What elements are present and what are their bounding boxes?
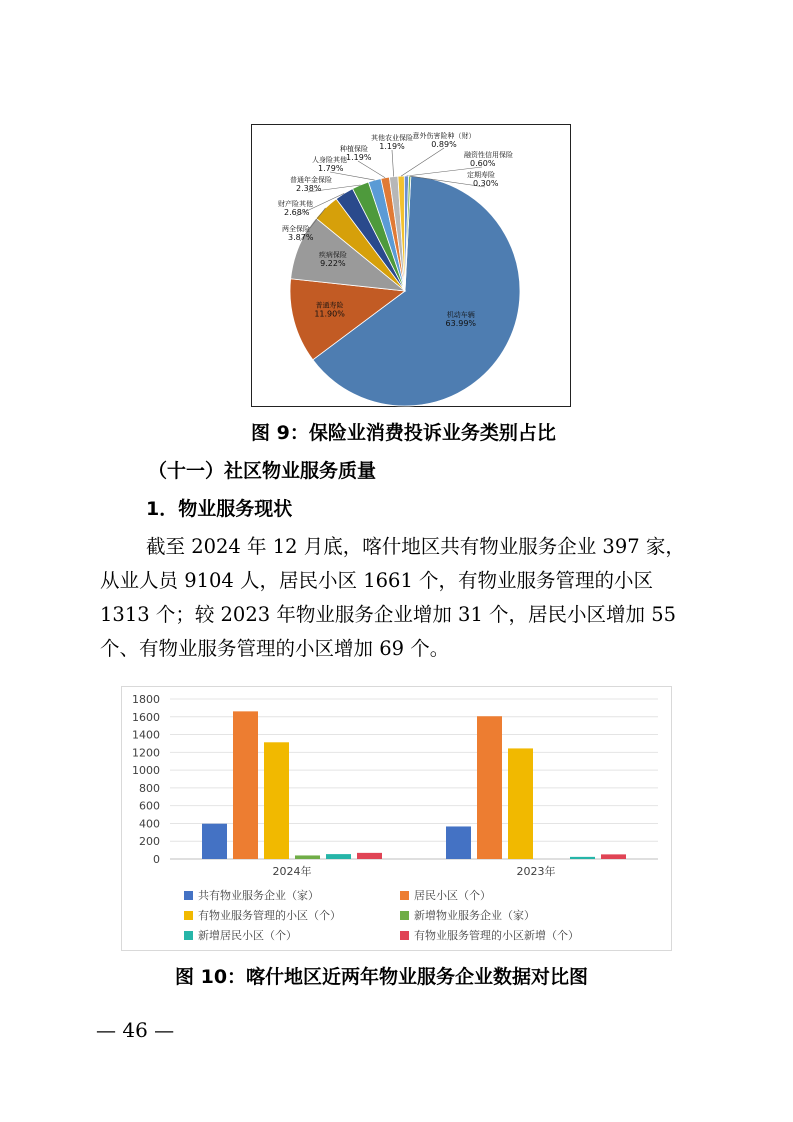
pie-slice-label: 疾病保险 — [318, 250, 347, 259]
pie-slice-value: 63.99% — [445, 318, 477, 328]
section-heading: （十一）社区物业服务质量 — [148, 460, 377, 482]
pie-slice-label: 种植保险 — [340, 145, 368, 153]
bar — [570, 857, 595, 859]
bar — [202, 824, 227, 859]
bar — [357, 853, 382, 859]
paragraph-line: 1313 个；较 2023 年物业服务企业增加 31 个，居民小区增加 55 — [100, 603, 677, 626]
y-tick-label: 1600 — [132, 710, 160, 724]
pie-slice-label: 其他农业保险 — [371, 134, 413, 142]
legend-swatch — [184, 891, 193, 900]
legend-swatch — [400, 931, 409, 940]
pie-leader-line — [358, 161, 385, 178]
y-tick-label: 800 — [139, 781, 160, 795]
figure-10-caption: 图 10：喀什地区近两年物业服务企业数据对比图 — [175, 966, 589, 988]
x-category-label: 2024年 — [272, 865, 312, 878]
pie-slice-label: 普通年金保险 — [290, 176, 332, 184]
pie-slice-label: 意外伤害险种（财） — [412, 132, 476, 140]
body-paragraph — [100, 530, 693, 666]
pie-slice-value: 1.79% — [318, 164, 344, 173]
paragraph-line: 个、有物业服务管理的小区增加 69 个。 — [100, 637, 450, 660]
pie-slice-label: 财产险其他 — [278, 200, 313, 208]
legend-item — [400, 907, 610, 923]
pie-slice-label: 两全保险 — [282, 225, 310, 233]
legend-item — [400, 887, 610, 903]
pie-slice-value: 1.19% — [346, 153, 372, 162]
bar — [264, 742, 289, 859]
y-tick-label: 0 — [153, 853, 160, 866]
legend-label: 新增居民小区（个） — [198, 929, 297, 942]
legend-label: 有物业服务管理的小区新增（个） — [414, 929, 579, 942]
legend-label: 共有物业服务企业（家） — [198, 889, 319, 902]
pie-slice-label: 融资性信用保险 — [464, 151, 513, 159]
paragraph-line: 从业人员 9104 人，居民小区 1661 个，有物业服务管理的小区 — [100, 569, 654, 592]
y-tick-label: 1200 — [132, 746, 160, 760]
bar — [446, 826, 471, 859]
bar — [601, 854, 626, 859]
section-subheading: 1．物业服务现状 — [146, 498, 293, 520]
pie-slice-value: 0.89% — [431, 140, 457, 149]
pie-slice-value: 2.38% — [296, 184, 322, 193]
bar-chart-frame — [121, 686, 672, 951]
y-tick-label: 600 — [139, 799, 160, 813]
bar — [508, 748, 533, 859]
paragraph-line: 截至 2024 年 12 月底，喀什地区共有物业服务企业 397 家， — [146, 535, 685, 558]
pie-slice-label: 定期寿险 — [467, 171, 495, 179]
bar — [295, 855, 320, 859]
pie-slice-label: 人身险其他 — [312, 156, 347, 164]
pie-slice-value: 3.87% — [288, 233, 314, 242]
bar-chart — [122, 687, 673, 882]
y-tick-label: 1400 — [132, 728, 160, 742]
legend-swatch — [184, 931, 193, 940]
page-number: — 46 — — [96, 1018, 175, 1042]
pie-chart-frame — [251, 124, 571, 407]
y-tick-label: 1000 — [132, 764, 160, 778]
legend-item — [184, 927, 394, 943]
bar — [233, 711, 258, 859]
legend-label: 居民小区（个） — [414, 889, 491, 902]
legend-label: 新增物业服务企业（家） — [414, 909, 535, 922]
legend-swatch — [184, 911, 193, 920]
pie-slice-value: 0.60% — [470, 159, 496, 168]
pie-slice-label: 普通寿险 — [315, 301, 344, 310]
pie-chart — [252, 125, 572, 408]
legend-item — [184, 887, 394, 903]
legend-item — [184, 907, 394, 923]
legend-item — [400, 927, 610, 943]
pie-leader-line — [392, 150, 394, 177]
pie-slice-value: 9.22% — [320, 258, 346, 268]
y-tick-label: 200 — [139, 835, 160, 849]
pie-slice-value: 0.30% — [473, 179, 499, 188]
bar — [326, 854, 351, 859]
pie-slice-label: 机动车辆 — [446, 310, 475, 319]
pie-leader-line — [401, 148, 444, 176]
y-tick-label: 1800 — [132, 693, 160, 706]
pie-leader-line — [330, 172, 375, 180]
legend-swatch — [400, 891, 409, 900]
x-category-label: 2023年 — [516, 865, 556, 878]
bar — [477, 716, 502, 859]
legend-swatch — [400, 911, 409, 920]
pie-slice-value: 1.19% — [379, 142, 405, 151]
pie-slice-value: 11.90% — [314, 309, 345, 319]
legend-label: 有物业服务管理的小区（个） — [198, 909, 341, 922]
y-tick-label: 400 — [139, 817, 160, 831]
figure-9-caption: 图 9：保险业消费投诉业务类别占比 — [251, 422, 556, 444]
pie-slice-value: 2.68% — [284, 208, 310, 217]
bar-chart-legend — [184, 887, 644, 943]
